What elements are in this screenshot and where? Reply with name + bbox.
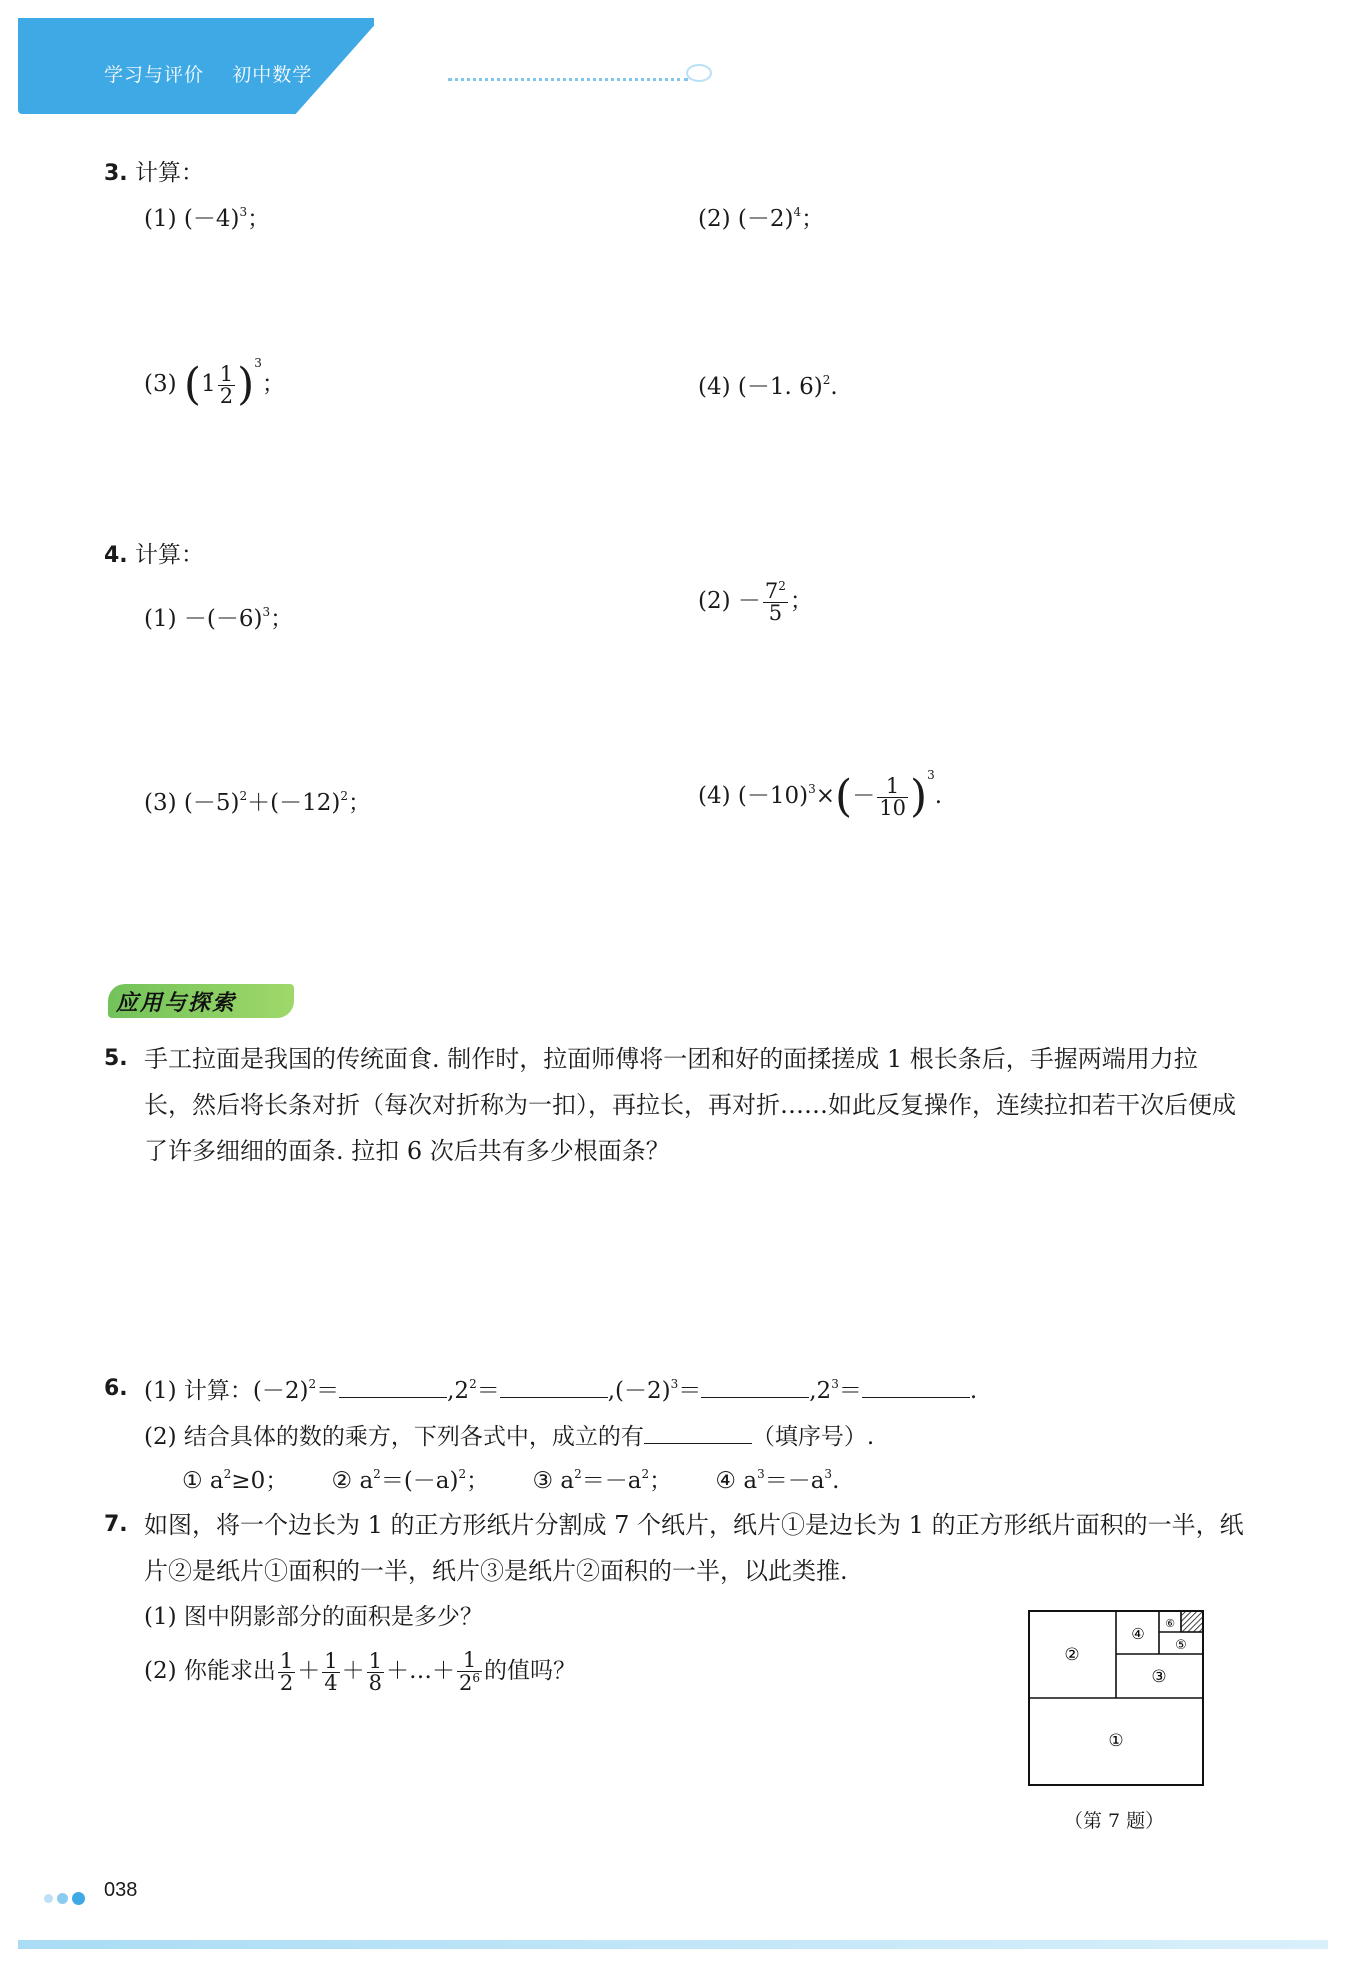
shaded-region [1181, 1611, 1203, 1632]
question-6-number: 6. [104, 1376, 128, 1401]
header-title [104, 60, 463, 87]
q3-part-3: (3) (1 $\frac{1}{2}$ )$^3$； [144, 356, 285, 410]
blank-2[interactable] [500, 1377, 608, 1398]
question-5-text: 手工拉面是我国的传统面食. 制作时，拉面师傅将一团和好的面揉搓成 1 根长条后，手握两端用力拉长，然后将长条对折（每次对折称为一扣），再拉长，再对折……如此反复操作，连续拉扣若干次后便成了许多细细的面条. 拉扣 6 次后共有多少根面条？ [144, 1045, 1236, 1165]
footer-dots [44, 1888, 89, 1907]
q6-option-2: ② $a^2=(-a)^2$； [331, 1467, 490, 1494]
blank-4[interactable] [862, 1377, 970, 1398]
q4-part-1: $(1) -(-6)^3$； [144, 605, 294, 632]
question-4-stem: 4. 计算： [104, 542, 204, 568]
square-partition-figure [1028, 1610, 1204, 1786]
footer-bar [18, 1940, 1328, 1949]
q4-part-3: (3) $(-5)^2+(-12)^2$； [144, 789, 371, 816]
question-7-text: 如图，将一个边长为 1 的正方形纸片分割成 7 个纸片，纸片①是边长为 1 的正方形纸片面积的一半，纸片②是纸片①面积的一半，纸片③是纸片②面积的一半，以此类推. [144, 1511, 1244, 1585]
blank-1[interactable] [339, 1377, 447, 1398]
q3-part-2: (2) $(-2)^4$； [698, 205, 825, 232]
header-swirl-decoration [686, 64, 712, 82]
q6-options [182, 1462, 839, 1495]
q6-option-1: ① $a^2\ge 0$； [182, 1467, 289, 1494]
page-number: 038 [104, 1879, 138, 1901]
question-7-number: 7. [104, 1512, 128, 1537]
piece-2-label: ② [1064, 1645, 1080, 1665]
piece-1-label: ① [1108, 1731, 1124, 1751]
section-title: 应用与探索 [116, 991, 237, 1016]
piece-5-label: ⑤ [1175, 1638, 1187, 1653]
series-name: 学习与评价 [104, 65, 205, 86]
q6-option-3: ③ $a^2=-a^2$； [532, 1467, 673, 1494]
grade-name: 七年级上册 [340, 65, 441, 86]
subject-name: 初中数学 [232, 65, 313, 86]
q7-part-1: (1) 图中阴影部分的面积是多少？ [144, 1604, 483, 1630]
blank-3[interactable] [701, 1377, 809, 1398]
q4-part-2: (2) － $\frac{7^2}{5}$ ； [698, 579, 813, 625]
q4-part-4: (4) $(-10)^3\times(-$ $\frac{1}{10}$ )$^3$. [698, 768, 943, 822]
q3-part-1: (1) $(-4)^3$； [144, 205, 271, 232]
piece-3-label: ③ [1151, 1667, 1167, 1687]
blank-5[interactable] [644, 1423, 752, 1444]
piece-6-label: ⑥ [1165, 1617, 1175, 1630]
figure-caption: （第 7 题） [1064, 1810, 1165, 1832]
question-5-number: 5. [104, 1046, 128, 1071]
header-dotted-line [448, 78, 688, 85]
q6-option-4: ④ $a^3=-a^3$. [715, 1467, 840, 1494]
q6-part-1: (1) 计算：$(-2)^2= ,2^2= ,(-2)^3= ,2^3=$ . [144, 1377, 978, 1404]
question-3-stem: 3. 计算： [104, 160, 204, 186]
q7-part-2: (2) 你能求出 $\frac{1}{2}$ ＋ $\frac{1}{4}$ ＋ $\frac{1}{8}$ ＋…＋ $\frac{1}{2^6}$ 的值吗？ [144, 1648, 577, 1695]
q6-part-2: (2) 结合具体的数的乘方，下列各式中，成立的有 （填序号）. [144, 1424, 875, 1450]
q3-part-4: (4) (－1. 6)$^2$. [698, 373, 838, 400]
piece-4-label: ④ [1131, 1625, 1145, 1643]
